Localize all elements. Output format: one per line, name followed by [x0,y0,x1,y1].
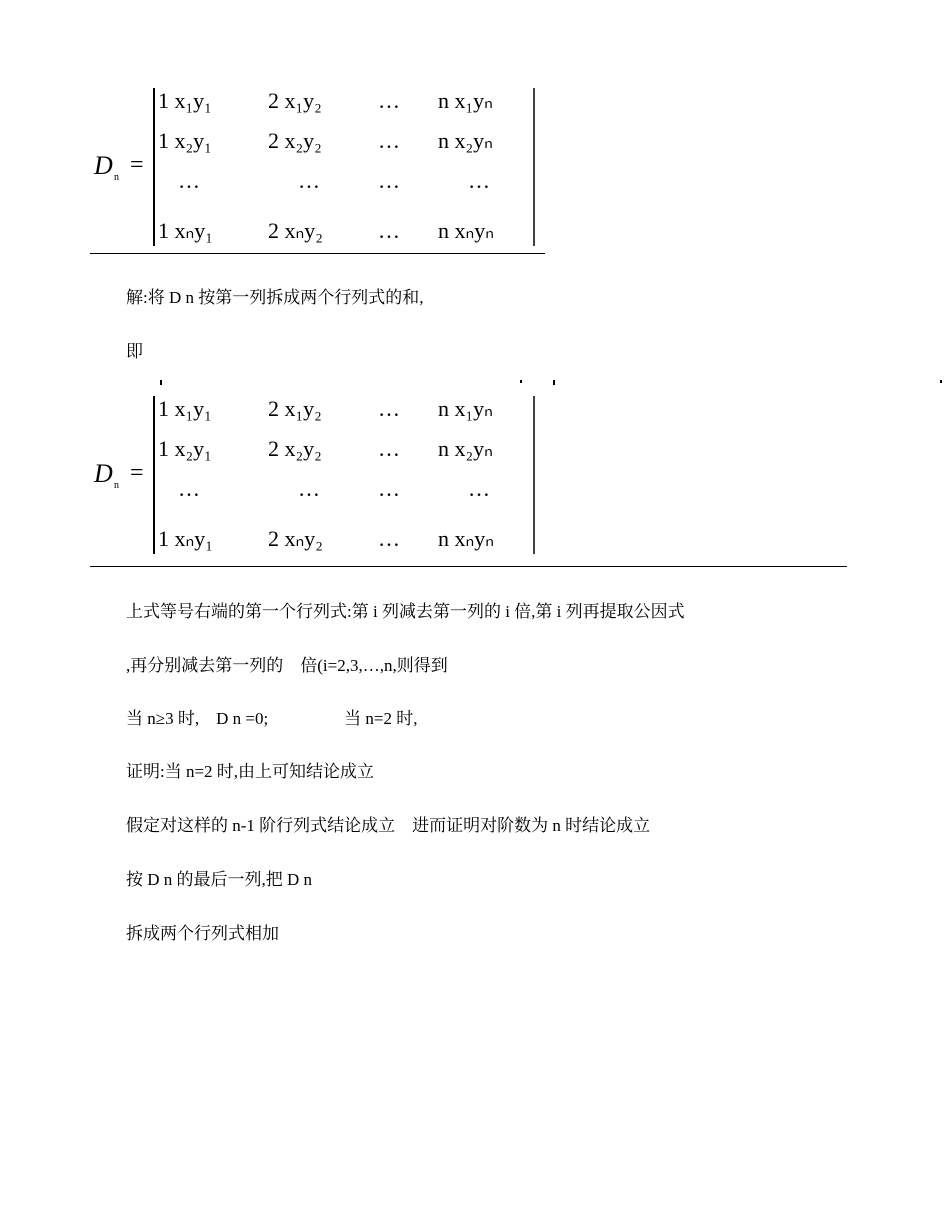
det-equals: = [130,460,144,486]
paragraph-induction: 假定对这样的 n-1 阶行列式结论成立 进而证明对阶数为 n 时结论成立 [126,816,651,835]
det-cell: n x₂yₙ [438,436,493,461]
det-cell: 2 x₂y₂ [268,128,322,153]
det-lhs-sub: n [114,172,119,183]
divider-rule [90,253,545,254]
det-cell: … [298,476,320,501]
det-cell: … [178,476,200,501]
det-cell: 1 x₂y₁ [158,128,212,153]
det-cell: … [378,88,400,113]
paragraph-subtract: ,再分别减去第一列的 倍(i=2,3,…,n,则得到 [126,656,448,675]
determinant-image-2 [92,392,542,558]
paragraph-split: 拆成两个行列式相加 [126,924,279,943]
det-cell: 2 x₂y₂ [268,436,322,461]
det-cell: … [378,476,400,501]
det-cell: … [378,526,400,551]
paragraph-last-column: 按 D n 的最后一列,把 D n [126,870,313,889]
det-cell: … [378,168,400,193]
determinant-figure [92,392,542,558]
det-cell: 1 xₙy₁ [158,526,213,551]
det-cell: … [378,218,400,243]
det-cell: 1 x₁y₁ [158,88,212,113]
stray-mark [520,380,522,383]
det-cell: … [178,168,200,193]
stray-mark [553,380,555,385]
det-cell: n xₙyₙ [438,526,495,551]
paragraph-first-determinant: 上式等号右端的第一个行列式:第 i 列减去第一列的 i 倍,第 i 列再提取公因式 [126,602,685,621]
det-cell: … [378,128,400,153]
det-cell: … [298,168,320,193]
stray-mark [160,380,162,385]
det-cell: … [378,436,400,461]
det-cell: 1 x₂y₁ [158,436,212,461]
stray-mark [940,380,942,383]
det-lhs-D: D [94,151,113,180]
det-cell: … [468,168,490,193]
det-cell: … [378,396,400,421]
case-n-ge-3: 当 n≥3 时, D n =0; [126,709,269,728]
paragraph-ie: 即 [126,342,143,361]
case-n-eq-2: 当 n=2 时, [344,709,418,728]
det-cell: … [468,476,490,501]
paragraph-cases [126,709,418,729]
determinant-image-1 [92,84,542,250]
det-lhs-sub: n [114,480,119,491]
paragraph-proof: 证明:当 n=2 时,由上可知结论成立 [126,762,375,781]
det-cell: n x₁yₙ [438,396,493,421]
divider-rule [90,566,847,567]
det-cell: n xₙyₙ [438,218,495,243]
det-lhs-D: D [94,459,113,488]
det-cell: 1 x₁y₁ [158,396,212,421]
det-cell: 1 xₙy₁ [158,218,213,243]
determinant-figure [92,84,542,250]
det-cell: 2 x₁y₂ [268,88,322,113]
det-cell: 2 xₙy₂ [268,218,323,243]
det-cell: 2 xₙy₂ [268,526,323,551]
det-cell: 2 x₁y₂ [268,396,322,421]
det-equals: = [130,152,144,178]
paragraph-solution: 解:将 D n 按第一列拆成两个行列式的和, [126,288,424,307]
det-cell: n x₂yₙ [438,128,493,153]
det-cell: n x₁yₙ [438,88,493,113]
